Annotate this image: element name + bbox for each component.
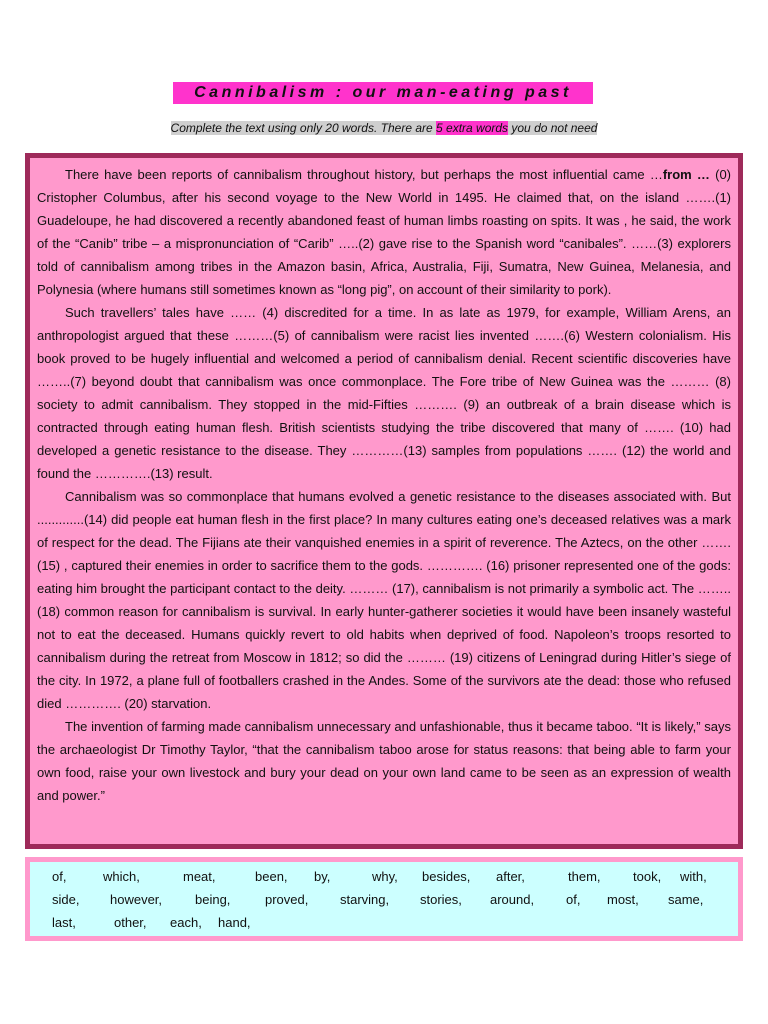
word-bank-item: hand, — [218, 915, 251, 930]
word-bank-item: side, — [52, 892, 80, 907]
word-bank-item: besides, — [422, 869, 471, 884]
paragraph-2: Such travellers’ tales have …… (4) discredited for a time. In as late as 1979, for example, William Arens, an anthropologist argued that these ………(5) of cannibalism were racist lies invented …….(6) Western colonialism. His book proved to be hugely influential and welcomed a period of cannibalism denial. Recent scientific discoveries have ……..(7) beyond doubt that cannibalism was once commonplace. The Fore tribe of New Guinea was the ……… (8) society to admit cannibalism. They stopped in the mid-Fifties ………. (9) an outbreak of a brain disease which is contracted through eating human flesh. British scientists studying the tribe discovered that many of ……. (10) had developed a genetic resistance to the disease. They …………(13) samples from populations ……. (12) the world and found the ………….(13) result. — [37, 305, 731, 481]
extra-words-highlight: 5 extra words — [436, 121, 509, 135]
word-bank-row — [30, 885, 738, 908]
instruction-text: Complete the text using only 20 words. There are — [170, 121, 437, 135]
example-answer: from … — [662, 167, 710, 182]
word-bank-item: other, — [114, 915, 147, 930]
word-bank-item: took, — [633, 869, 662, 884]
word-bank-item: of, — [566, 892, 581, 907]
gap-fill-text-frame — [25, 153, 743, 849]
word-bank-row — [30, 908, 738, 931]
word-bank-item: starving, — [340, 892, 390, 907]
paragraph-3: Cannibalism was so commonplace that humans evolved a genetic resistance to the diseases associated with. But .............(14) did people eat human flesh in the first place? In many cultures eating one’s deceased relatives was a mark of respect for the dead. The Fijians ate their vanquished enemies in a spirit of reverence. The Aztecs, on the other …….(15) , captured their enemies in order to sacrifice them to the gods. …………. (16) prisoner represented one of the gods: eating him brought the participant contact to the deity. ……… (17), cannibalism is not primarily a symbolic act. The …….. (18) common reason for cannibalism is survival. In early hunter-gatherer societies it would have been insanely wasteful not to eat the deceased. Humans quickly revert to old habits when deprived of food. Napoleon’s troops resorted to cannibalism during the retreat from Moscow in 1812; so did the ……… (19) citizens of Leningrad during Hitler’s siege of the city. In 1972, a plane full of footballers crashed in the Andes. Some of the survivors ate the dead: those who refused died …………. (20) starvation. — [37, 489, 731, 711]
word-bank — [25, 857, 743, 941]
word-bank-item: being, — [195, 892, 231, 907]
paragraph-4: The invention of farming made cannibalism unnecessary and unfashionable, thus it became taboo. “It is likely,” says the archaeologist Dr Timothy Taylor, “that the cannibalism taboo arose for status reasons: that being able to farm your own food, raise your own livestock and bury your dead on your own land came to be seen as an expression of wealth and power.” — [37, 719, 731, 803]
paragraph-1 — [37, 163, 731, 301]
paragraph-1-rest: (0) Cristopher Columbus, after his second voyage to the New World in 1495. He claimed that, on the island …….(1) Guadeloupe, he had discovered a recently abandoned feast of human limbs roasting on spits. It was , he said, the work of the “Canib” tribe – a mispronunciation of “Carib” …..(2) gave rise to the Spanish word “canibales”. ……(3) explorers told of cannibalism among tribes in the Amazon basin, Africa, Australia, Fiji, Sumatra, New Guinea, Melanesia, and Polynesia (where humans still sometimes known as “long pig”, on account of their similarity to pork). — [37, 167, 732, 297]
word-bank-item: most, — [607, 892, 639, 907]
word-bank-item: meat, — [183, 869, 216, 884]
page-title: Cannibalism : our man-eating past — [173, 82, 593, 104]
word-bank-item: by, — [314, 869, 331, 884]
paragraph-1-lead: There have been reports of cannibalism throughout history, but perhaps the most influential came … — [65, 167, 663, 182]
instruction-text-end: you do not need — [508, 121, 598, 135]
word-bank-item: last, — [52, 915, 76, 930]
word-bank-item: of, — [52, 869, 67, 884]
word-bank-item: proved, — [265, 892, 309, 907]
word-bank-item: been, — [255, 869, 288, 884]
word-bank-item: why, — [372, 869, 398, 884]
word-bank-item: same, — [668, 892, 704, 907]
word-bank-item: them, — [568, 869, 601, 884]
word-bank-item: around, — [490, 892, 535, 907]
gap-fill-text — [30, 158, 738, 844]
word-bank-row — [30, 862, 738, 885]
word-bank-item: however, — [110, 892, 163, 907]
word-bank-item: each, — [170, 915, 202, 930]
instructions — [0, 121, 768, 135]
word-bank-item: which, — [103, 869, 140, 884]
word-bank-item: with, — [680, 869, 707, 884]
word-bank-item: after, — [496, 869, 525, 884]
word-bank-item: stories, — [420, 892, 462, 907]
